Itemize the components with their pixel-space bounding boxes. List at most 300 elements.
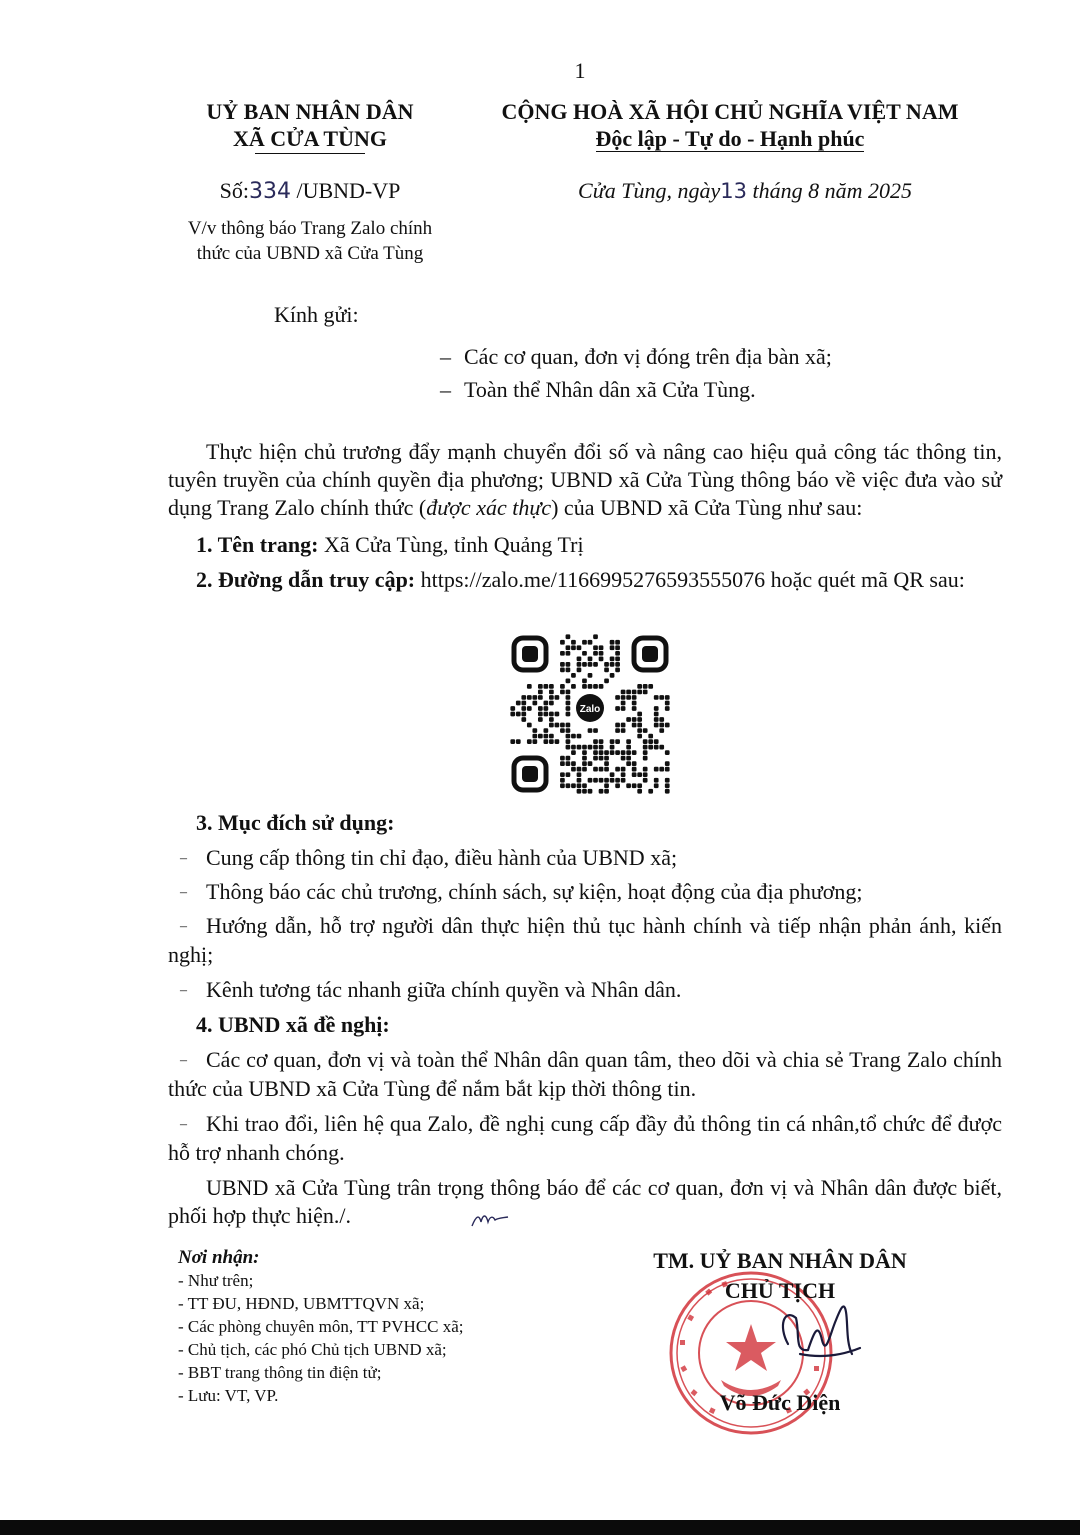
date-after: tháng 8 năm 2025 xyxy=(746,178,912,203)
qr-module xyxy=(665,750,670,755)
qr-module xyxy=(544,684,549,689)
date-day: 13 xyxy=(720,179,747,203)
qr-module xyxy=(654,767,659,772)
qr-module xyxy=(527,723,532,728)
qr-module xyxy=(549,739,554,744)
qr-module xyxy=(610,645,615,650)
qr-module xyxy=(588,662,593,667)
qr-module xyxy=(566,761,571,766)
qr-module xyxy=(560,668,565,673)
qr-module xyxy=(527,695,532,700)
qr-module xyxy=(582,651,587,656)
recipient-entry: - Các phòng chuyên môn, TT PVHCC xã; xyxy=(178,1317,464,1336)
qr-module xyxy=(643,745,648,750)
qr-module xyxy=(571,761,576,766)
qr-module xyxy=(549,712,554,717)
doc-number-suffix: /UBND-VP xyxy=(290,178,401,203)
qr-module xyxy=(665,789,670,794)
qr-module xyxy=(566,695,571,700)
qr-module xyxy=(610,750,615,755)
qr-module xyxy=(571,673,576,678)
qr-module xyxy=(632,717,637,722)
doc-number-value: 334 xyxy=(248,179,291,204)
recipients-list xyxy=(178,1246,464,1407)
qr-module xyxy=(593,634,598,639)
qr-module xyxy=(571,734,576,739)
qr-module xyxy=(615,723,620,728)
qr-module xyxy=(610,778,615,783)
qr-module xyxy=(599,778,604,783)
qr-module xyxy=(604,750,609,755)
qr-module xyxy=(615,668,620,673)
qr-module xyxy=(599,750,604,755)
qr-module xyxy=(632,706,637,711)
qr-module xyxy=(632,701,637,706)
qr-module xyxy=(588,673,593,678)
list-item: – Cung cấp thông tin chỉ đạo, điều hành của UBND xã; xyxy=(180,845,678,870)
document-subject xyxy=(160,216,460,266)
qr-module xyxy=(555,723,560,728)
recipient-item: – Toàn thể Nhân dân xã Cửa Tùng. xyxy=(440,377,756,402)
recipient-item: – Các cơ quan, đơn vị đóng trên địa bàn xã; xyxy=(440,344,832,369)
qr-module xyxy=(560,783,565,788)
qr-module xyxy=(648,789,653,794)
qr-module xyxy=(643,684,648,689)
qr-module xyxy=(510,706,515,711)
qr-module xyxy=(538,734,543,739)
qr-module xyxy=(665,761,670,766)
qr-badge: Zalo xyxy=(579,704,601,715)
intro-paragraph: Thực hiện chủ trương đẩy mạnh chuyển đổi số và nâng cao hiệu quả công tác thông tin, tuyên truyền của chính quyền địa phương; UBND xã Cửa Tùng thông báo về việc đưa vào sử dụng Trang Zalo chính thức (được xác thực) của UBND xã Cửa Tùng như sau: xyxy=(168,439,1002,520)
qr-module xyxy=(560,723,565,728)
qr-module xyxy=(615,651,620,656)
qr-module xyxy=(632,761,637,766)
qr-module xyxy=(560,772,565,777)
qr-module xyxy=(637,712,642,717)
list-item: – Hướng dẫn, hỗ trợ người dân thực hiện thủ tục hành chính và tiếp nhận phản ánh, kiến nghị; xyxy=(168,913,1002,967)
qr-module xyxy=(610,662,615,667)
qr-module xyxy=(532,739,537,744)
qr-module xyxy=(621,695,626,700)
qr-module xyxy=(615,767,620,772)
qr-module xyxy=(637,690,642,695)
list-item: – Khi trao đổi, liên hệ qua Zalo, đề nghị cung cấp đầy đủ thông tin cá nhân,tổ chức để được hỗ trợ nhanh chóng. xyxy=(168,1111,1002,1165)
qr-module xyxy=(521,712,526,717)
qr-module xyxy=(621,701,626,706)
qr-module xyxy=(588,745,593,750)
qr-module xyxy=(582,789,587,794)
doc-number-prefix: Số: xyxy=(219,178,249,203)
qr-module xyxy=(610,673,615,678)
qr-module xyxy=(521,717,526,722)
qr-module xyxy=(549,684,554,689)
qr-module xyxy=(560,761,565,766)
qr-module xyxy=(566,679,571,684)
qr-module xyxy=(637,684,642,689)
qr-module xyxy=(571,640,576,645)
qr-module xyxy=(549,734,554,739)
qr-module xyxy=(615,778,620,783)
qr-module xyxy=(571,745,576,750)
qr-module xyxy=(659,695,664,700)
qr-module xyxy=(643,767,648,772)
recipient-entry: - Lưu: VT, VP. xyxy=(178,1386,279,1405)
qr-module xyxy=(549,701,554,706)
list-item: – Các cơ quan, đơn vị và toàn thể Nhân dân quan tâm, theo dõi và chia sẻ Trang Zalo chính thức của UBND xã Cửa Tùng để nắm bắt kịp thời thông tin. xyxy=(168,1047,1002,1101)
qr-module xyxy=(604,778,609,783)
qr-module xyxy=(560,728,565,733)
qr-module xyxy=(544,706,549,711)
qr-module xyxy=(632,783,637,788)
national-motto: Độc lập - Tự do - Hạnh phúc xyxy=(595,126,865,151)
qr-module xyxy=(665,723,670,728)
qr-module xyxy=(654,778,659,783)
qr-module xyxy=(626,745,631,750)
qr-module xyxy=(593,739,598,744)
qr-code-icon xyxy=(510,634,670,794)
qr-module xyxy=(599,739,604,744)
qr-module xyxy=(566,734,571,739)
qr-module xyxy=(521,701,526,706)
qr-module xyxy=(654,695,659,700)
qr-module xyxy=(626,717,631,722)
qr-module xyxy=(626,756,631,761)
qr-module xyxy=(593,750,598,755)
document-number xyxy=(165,178,455,204)
qr-module xyxy=(621,723,626,728)
qr-module xyxy=(532,695,537,700)
qr-module xyxy=(665,701,670,706)
qr-module xyxy=(538,684,543,689)
qr-module xyxy=(577,668,582,673)
qr-module xyxy=(599,789,604,794)
qr-module xyxy=(593,728,598,733)
qr-module xyxy=(665,706,670,711)
document-date xyxy=(500,178,990,204)
qr-module xyxy=(637,717,642,722)
qr-module xyxy=(577,656,582,661)
qr-module xyxy=(566,634,571,639)
qr-module xyxy=(626,750,631,755)
qr-module xyxy=(549,690,554,695)
qr-module xyxy=(615,728,620,733)
qr-module xyxy=(604,756,609,761)
qr-module xyxy=(659,745,664,750)
qr-module xyxy=(582,756,587,761)
qr-module xyxy=(610,640,615,645)
qr-module xyxy=(577,645,582,650)
qr-module xyxy=(621,728,626,733)
qr-module xyxy=(549,695,554,700)
qr-module xyxy=(604,761,609,766)
qr-module xyxy=(571,767,576,772)
bottom-edge-bar xyxy=(0,1520,1080,1535)
qr-module xyxy=(654,783,659,788)
qr-module xyxy=(610,745,615,750)
qr-module xyxy=(604,662,609,667)
qr-module xyxy=(610,739,615,744)
qr-module xyxy=(604,668,609,673)
qr-module xyxy=(521,706,526,711)
recipients-title: Nơi nhận: xyxy=(178,1247,260,1268)
qr-module xyxy=(621,706,626,711)
qr-module xyxy=(637,728,642,733)
greeting: Kính gửi: xyxy=(274,302,359,327)
qr-module xyxy=(604,767,609,772)
qr-module xyxy=(665,778,670,783)
signature-position: CHỦ TỊCH xyxy=(724,1278,836,1303)
qr-module xyxy=(599,684,604,689)
qr-module xyxy=(571,783,576,788)
qr-module xyxy=(665,783,670,788)
qr-module xyxy=(632,750,637,755)
qr-module xyxy=(665,767,670,772)
qr-module xyxy=(555,695,560,700)
qr-module xyxy=(527,684,532,689)
qr-module xyxy=(643,772,648,777)
qr-module xyxy=(621,756,626,761)
qr-module xyxy=(566,739,571,744)
qr-module xyxy=(593,756,598,761)
qr-module xyxy=(560,662,565,667)
qr-module xyxy=(532,701,537,706)
qr-module xyxy=(577,662,582,667)
qr-module xyxy=(659,717,664,722)
qr-module xyxy=(659,728,664,733)
qr-module xyxy=(610,656,615,661)
qr-module xyxy=(566,723,571,728)
date-before: Cửa Tùng, ngày xyxy=(578,178,721,203)
qr-module xyxy=(637,772,642,777)
qr-module xyxy=(654,706,659,711)
qr-module xyxy=(577,745,582,750)
qr-module xyxy=(643,756,648,761)
verified-note: được xác thực xyxy=(426,495,552,520)
qr-module xyxy=(599,767,604,772)
qr-module xyxy=(577,767,582,772)
qr-module xyxy=(571,750,576,755)
qr-module xyxy=(610,772,615,777)
subject-line-1: V/v thông báo Trang Zalo chính xyxy=(187,218,433,239)
qr-module xyxy=(637,783,642,788)
qr-module xyxy=(615,695,620,700)
qr-module xyxy=(566,756,571,761)
qr-module xyxy=(626,739,631,744)
qr-module xyxy=(632,767,637,772)
qr-module xyxy=(593,745,598,750)
qr-module xyxy=(599,645,604,650)
qr-module xyxy=(665,695,670,700)
qr-module xyxy=(549,717,554,722)
qr-module xyxy=(510,739,515,744)
qr-module xyxy=(648,684,653,689)
qr-module xyxy=(588,761,593,766)
qr-module xyxy=(516,739,521,744)
qr-module xyxy=(510,712,515,717)
qr-module xyxy=(643,750,648,755)
qr-module xyxy=(588,656,593,661)
qr-module xyxy=(577,734,582,739)
zalo-link: https://zalo.me/1166995276593555076 hoặc quét mã QR sau: xyxy=(415,567,965,592)
qr-module xyxy=(566,728,571,733)
qr-module xyxy=(593,645,598,650)
org-line-1: UỶ BAN NHÂN DÂN xyxy=(206,99,414,124)
qr-module xyxy=(588,778,593,783)
list-item: – Thông báo các chủ trương, chính sách, sự kiện, hoạt động của địa phương; xyxy=(180,879,863,904)
qr-module xyxy=(555,739,560,744)
qr-module xyxy=(593,662,598,667)
qr-module xyxy=(582,750,587,755)
qr-module xyxy=(532,734,537,739)
qr-module xyxy=(648,745,653,750)
qr-module xyxy=(615,662,620,667)
qr-module xyxy=(560,756,565,761)
qr-module xyxy=(615,645,620,650)
qr-module xyxy=(588,728,593,733)
qr-module xyxy=(566,645,571,650)
qr-module xyxy=(544,734,549,739)
initials-mark-icon xyxy=(470,1208,510,1230)
handwritten-signature-icon xyxy=(760,1282,870,1372)
qr-module xyxy=(555,712,560,717)
qr-module xyxy=(632,690,637,695)
qr-module xyxy=(654,745,659,750)
qr-module xyxy=(604,789,609,794)
qr-module xyxy=(632,695,637,700)
qr-module xyxy=(604,679,609,684)
qr-module xyxy=(538,712,543,717)
qr-module xyxy=(615,706,620,711)
qr-module xyxy=(599,745,604,750)
qr-module xyxy=(566,651,571,656)
qr-module xyxy=(560,690,565,695)
section-4-heading: 4. UBND xã đề nghị: xyxy=(196,1012,390,1037)
qr-module xyxy=(577,789,582,794)
qr-module xyxy=(599,651,604,656)
qr-module xyxy=(582,761,587,766)
qr-module xyxy=(615,739,620,744)
qr-module xyxy=(577,783,582,788)
qr-module xyxy=(571,684,576,689)
item-page-name: 1. Tên trang: Xã Cửa Tùng, tỉnh Quảng Trị xyxy=(196,532,584,557)
qr-module xyxy=(560,651,565,656)
qr-module xyxy=(632,772,637,777)
qr-module xyxy=(621,772,626,777)
qr-module xyxy=(643,690,648,695)
qr-module xyxy=(588,789,593,794)
qr-module xyxy=(626,690,631,695)
qr-module xyxy=(615,750,620,755)
qr-module xyxy=(643,728,648,733)
qr-module xyxy=(615,640,620,645)
qr-module xyxy=(516,712,521,717)
qr-module xyxy=(643,778,648,783)
signature-title: TM. UỶ BAN NHÂN DÂN xyxy=(653,1248,907,1273)
qr-module xyxy=(588,640,593,645)
qr-module xyxy=(566,783,571,788)
qr-module xyxy=(621,778,626,783)
closing-paragraph: UBND xã Cửa Tùng trân trọng thông báo để các cơ quan, đơn vị và Nhân dân được biết, phối hợp thực hiện./. xyxy=(168,1175,1002,1228)
qr-module xyxy=(566,662,571,667)
qr-module xyxy=(532,728,537,733)
national-header xyxy=(460,98,1000,152)
qr-module xyxy=(637,789,642,794)
qr-module xyxy=(582,745,587,750)
recipient-entry: - Chủ tịch, các phó Chủ tịch UBND xã; xyxy=(178,1340,447,1359)
header-left-underline xyxy=(255,153,365,154)
qr-module xyxy=(538,717,543,722)
qr-module xyxy=(582,767,587,772)
qr-module xyxy=(560,684,565,689)
qr-module xyxy=(593,684,598,689)
qr-module xyxy=(637,723,642,728)
qr-module xyxy=(582,640,587,645)
recipient-entry: - Như trên; xyxy=(178,1271,254,1290)
qr-module xyxy=(560,640,565,645)
qr-module xyxy=(538,706,543,711)
qr-module xyxy=(626,695,631,700)
section-3-heading: 3. Mục đích sử dụng: xyxy=(196,810,395,835)
qr-module xyxy=(637,734,642,739)
issuing-authority xyxy=(170,98,450,154)
qr-module xyxy=(604,783,609,788)
qr-module xyxy=(566,745,571,750)
qr-module xyxy=(659,767,664,772)
qr-module xyxy=(659,723,664,728)
recipient-entry: - BBT trang thông tin điện tử; xyxy=(178,1363,382,1382)
qr-module xyxy=(632,723,637,728)
qr-module xyxy=(626,761,631,766)
qr-module xyxy=(582,662,587,667)
qr-module xyxy=(615,783,620,788)
qr-module xyxy=(621,750,626,755)
qr-module xyxy=(621,767,626,772)
list-item: – Kênh tương tác nhanh giữa chính quyền và Nhân dân. xyxy=(180,977,682,1002)
qr-module xyxy=(593,767,598,772)
qr-module xyxy=(544,712,549,717)
org-line-2: XÃ CỬA TÙNG xyxy=(232,126,387,151)
qr-module xyxy=(599,756,604,761)
nation-name: CỘNG HOÀ XÃ HỘI CHỦ NGHĨA VIỆT NAM xyxy=(501,99,959,124)
qr-module xyxy=(599,656,604,661)
qr-module xyxy=(566,706,571,711)
qr-module xyxy=(577,778,582,783)
signer-name: Võ Đức Diện xyxy=(719,1390,841,1415)
qr-module xyxy=(538,695,543,700)
qr-module xyxy=(621,690,626,695)
qr-module xyxy=(521,695,526,700)
qr-module xyxy=(566,701,571,706)
qr-module xyxy=(593,651,598,656)
qr-module xyxy=(538,690,543,695)
qr-module xyxy=(654,717,659,722)
qr-module xyxy=(582,684,587,689)
qr-module xyxy=(549,723,554,728)
qr-module xyxy=(593,778,598,783)
item-access-link: 2. Đường dẫn truy cập: https://zalo.me/1166995276593555076 hoặc quét mã QR sau: xyxy=(196,567,965,592)
qr-module xyxy=(566,690,571,695)
qr-module xyxy=(654,739,659,744)
qr-module xyxy=(566,772,571,777)
qr-module xyxy=(648,739,653,744)
qr-module xyxy=(643,739,648,744)
qr-module xyxy=(544,728,549,733)
qr-module xyxy=(544,701,549,706)
recipient-entry: - TT ĐU, HĐND, UBMTTQVN xã; xyxy=(178,1294,425,1313)
qr-module xyxy=(626,783,631,788)
qr-module xyxy=(577,772,582,777)
qr-module xyxy=(527,739,532,744)
